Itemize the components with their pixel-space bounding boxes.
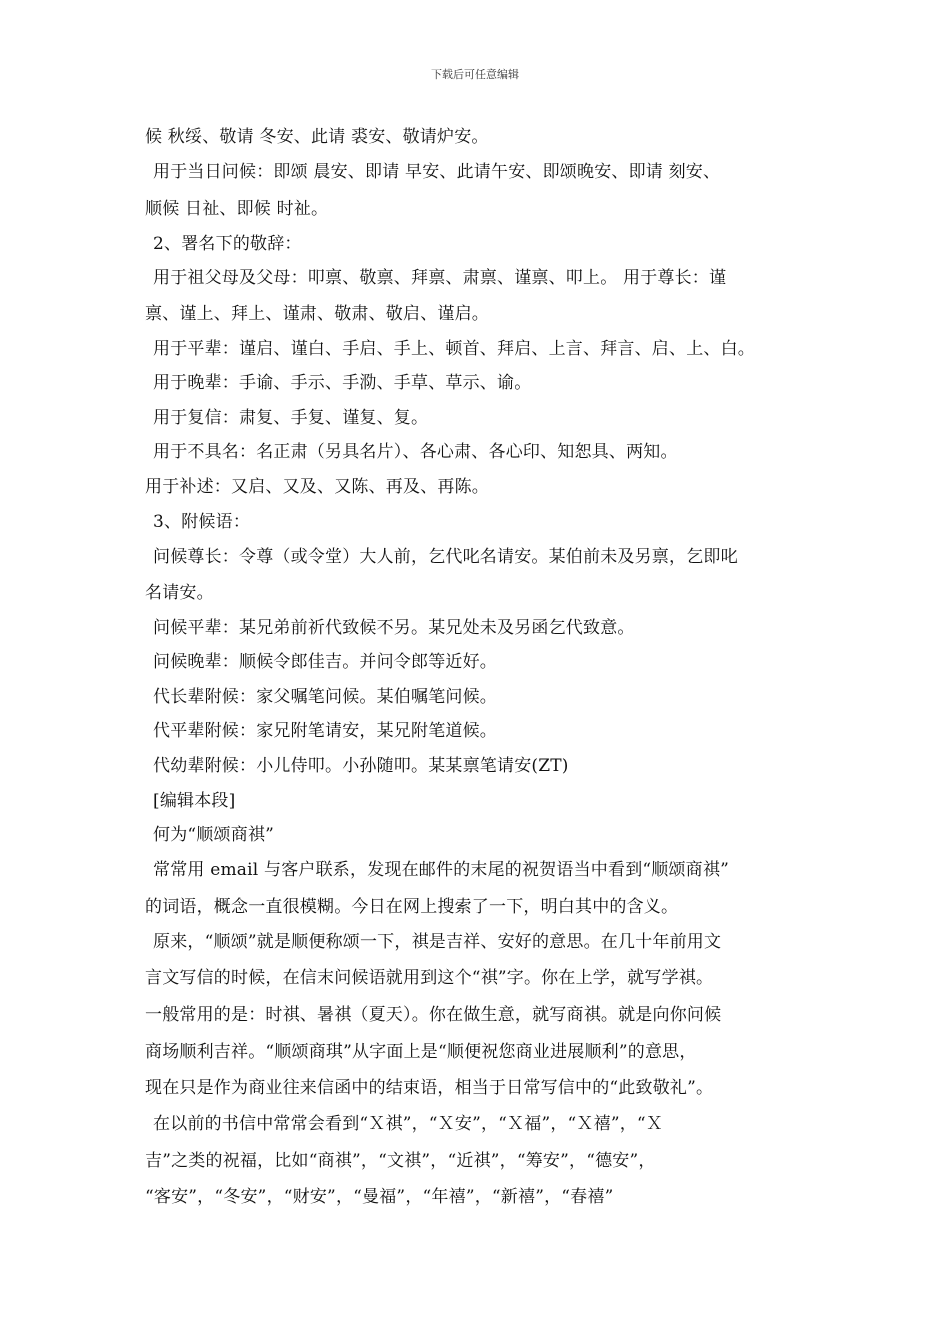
text-line: 原来，“顺颂”就是顺便称颂一下，祺是吉祥、安好的意思。在几十年前用文 <box>153 932 722 952</box>
text-line: 问候晚辈：顺候令郎佳吉。并问令郎等近好。 <box>153 652 497 672</box>
text-line: 在以前的书信中常常会看到“Ｘ祺”，“Ｘ安”，“Ｘ福”，“Ｘ禧”，“Ｘ <box>153 1114 664 1134</box>
text-line: 用于祖父母及父母：叩禀、敬禀、拜禀、肃禀、谨禀、叩上。 用于尊长：谨 <box>153 268 727 288</box>
text-line: 一般常用的是：时祺、暑祺（夏天）。你在做生意，就写商祺。就是向你问候 <box>145 1005 722 1025</box>
text-line: 名请安。 <box>145 583 214 603</box>
text-line: 代长辈附候：家父嘱笔问候。某伯嘱笔问候。 <box>153 687 497 707</box>
text-line: 商场顺利吉祥。“顺颂商琪”从字面上是“顺便祝您商业进展顺利”的意思， <box>145 1042 697 1062</box>
text-line: 用于平辈：谨启、谨白、手启、手上、顿首、拜启、上言、拜言、启、上、白。 <box>153 339 755 359</box>
text-line: 的词语，概念一直很模糊。今日在网上搜索了一下，明白其中的含义。 <box>145 897 679 917</box>
text-line: 何为“顺颂商祺” <box>153 825 274 845</box>
text-line: 问候尊长：令尊（或令堂）大人前，乞代叱名请安。某伯前未及另禀，乞即叱 <box>153 547 738 567</box>
text-line: 禀、谨上、拜上、谨肃、敬肃、敬启、谨启。 <box>145 304 489 324</box>
text-line: 候 秋绥、敬请 冬安、此请 裘安、敬请炉安。 <box>145 127 489 147</box>
text-line: 用于不具名：名正肃（另具名片）、各心肃、各心印、知恕具、两知。 <box>153 442 678 462</box>
text-line: 言文写信的时候，在信末问候语就用到这个“祺”字。你在上学，就写学祺。 <box>145 968 714 988</box>
page-header: 下载后可任意编辑 <box>431 68 519 81</box>
text-line: 用于补述：又启、又及、又陈、再及、再陈。 <box>145 477 489 497</box>
text-line: 2、署名下的敬辞： <box>153 234 302 254</box>
text-line: 用于复信：肃复、手复、谨复、复。 <box>153 408 429 428</box>
text-line: 现在只是作为商业往来信函中的结束语，相当于日常写信中的“此致敬礼”。 <box>145 1078 714 1098</box>
text-line: 常常用 email 与客户联系，发现在邮件的末尾的祝贺语当中看到“顺颂商祺” <box>153 860 729 880</box>
text-line: 问候平辈：某兄弟前祈代致候不另。某兄处未及另函乞代致意。 <box>153 618 635 638</box>
text-line: 用于当日问候：即颂 晨安、即请 早安、此请午安、即颂晚安、即请 刻安、 <box>153 162 721 182</box>
text-line: 吉”之类的祝福，比如“商祺”，“文祺”，“近祺”，“筹安”，“德安”， <box>145 1151 656 1171</box>
text-line: “客安”，“冬安”，“财安”，“曼福”，“年禧”，“新禧”，“春禧” <box>145 1187 614 1207</box>
text-line: 代平辈附候：家兄附笔请安，某兄附笔道候。 <box>153 721 497 741</box>
text-line: 用于晚辈：手谕、手示、手泐、手草、草示、谕。 <box>153 373 532 393</box>
text-line: 代幼辈附候：小儿侍叩。小孙随叩。某某禀笔请安(ZT) <box>153 756 569 776</box>
text-line: 顺候 日祉、即候 时祉。 <box>145 199 329 219</box>
text-line: [编辑本段] <box>153 791 236 811</box>
text-line: 3、附候语： <box>153 512 251 532</box>
